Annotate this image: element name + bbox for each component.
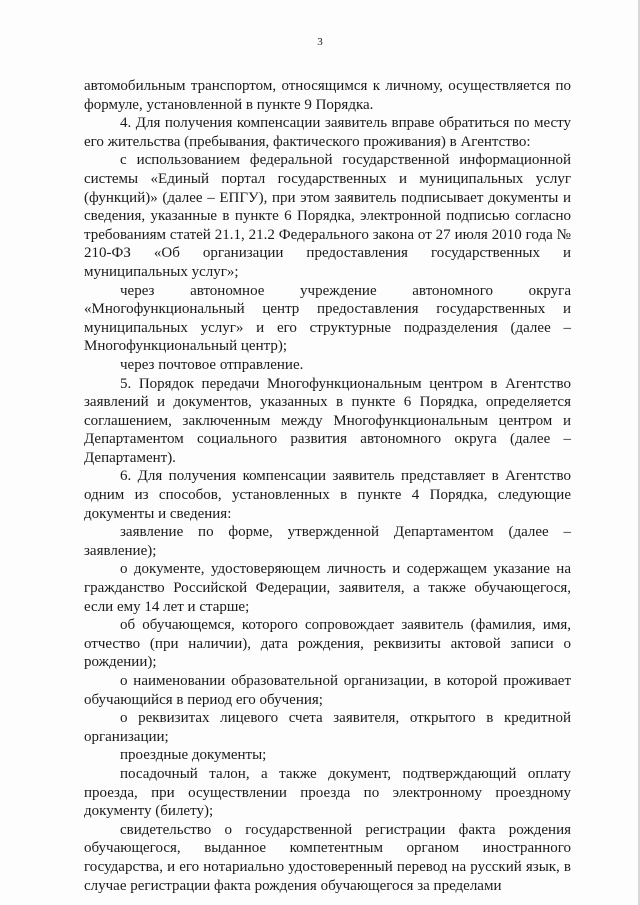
paragraph-identity-document: о документе, удостоверяющем личность и содержащем указание на гражданство Российской Федерации, заявителя, а также обучающегося, если ему 14 лет и старше; bbox=[84, 561, 571, 615]
document-body bbox=[84, 77, 571, 895]
paragraph-item-6: 6. Для получения компенсации заявитель представляет в Агентство одним из способов, установленных в пункте 4 Порядка, следующие документы и сведения: bbox=[84, 468, 571, 522]
paragraph-item-5: 5. Порядок передачи Многофункциональным центром в Агентство заявлений и документов, указанных в пункте 6 Порядка, определяется соглашением, заключенным между Многофункциональным центром и Департаментом социального развития автономного округа (далее – Департамент). bbox=[84, 375, 571, 466]
paragraph-student-info: об обучающемся, которого сопровождает заявитель (фамилия, имя, отчество (при наличии), дата рождения, реквизиты актовой записи о рождении); bbox=[84, 617, 571, 671]
page-number: 3 bbox=[317, 36, 323, 48]
paragraph-epgu-method: с использованием федеральной государственной информационной системы «Единый портал государственных и муниципальных услуг (функций)» (далее – ЕПГУ), при этом заявитель подписывает документы и сведения, указанные в пункте 6 Порядка, электронной подписью согласно требованиям статей 21.1, 21.2 Федерального закона от 27 июля 2010 года № 210-ФЗ «Об организации предоставления государственных и муниципальных услуг»; bbox=[84, 152, 571, 280]
paragraph-school-info: о наименовании образовательной организации, в которой проживает обучающийся в период его обучения; bbox=[84, 673, 571, 708]
paragraph-mfc-method: через автономное учреждение автономного округа «Многофункциональный центр предоставления государственных и муниципальных услуг» и его структурные подразделения (далее – Многофункциональный центр); bbox=[84, 282, 571, 355]
paragraph-birth-certificate: свидетельство о государственной регистрации факта рождения обучающегося, выданное компетентным органом иностранного государства, и его нотариально удостоверенный перевод на русский язык, в случае регистрации факта рождения обучающегося за пределами bbox=[84, 821, 571, 894]
paragraph-bank-account: о реквизитах лицевого счета заявителя, открытого в кредитной организации; bbox=[84, 710, 571, 745]
paragraph-application: заявление по форме, утвержденной Департаментом (далее – заявление); bbox=[84, 524, 571, 559]
paragraph-travel-documents: проездные документы; bbox=[120, 747, 267, 764]
paragraph-item-4: 4. Для получения компенсации заявитель вправе обратиться по месту его жительства (пребывания, фактического проживания) в Агентство: bbox=[84, 115, 571, 150]
paragraph-continuation: автомобильным транспортом, относящимся к личному, осуществляется по формуле, установленной в пункте 9 Порядка. bbox=[84, 78, 571, 113]
paragraph-boarding-pass: посадочный талон, а также документ, подтверждающий оплату проезда, при осуществлении проезда по электронному проездному документу (билету); bbox=[84, 765, 571, 820]
paragraph-postal-method: через почтовое отправление. bbox=[120, 356, 304, 373]
